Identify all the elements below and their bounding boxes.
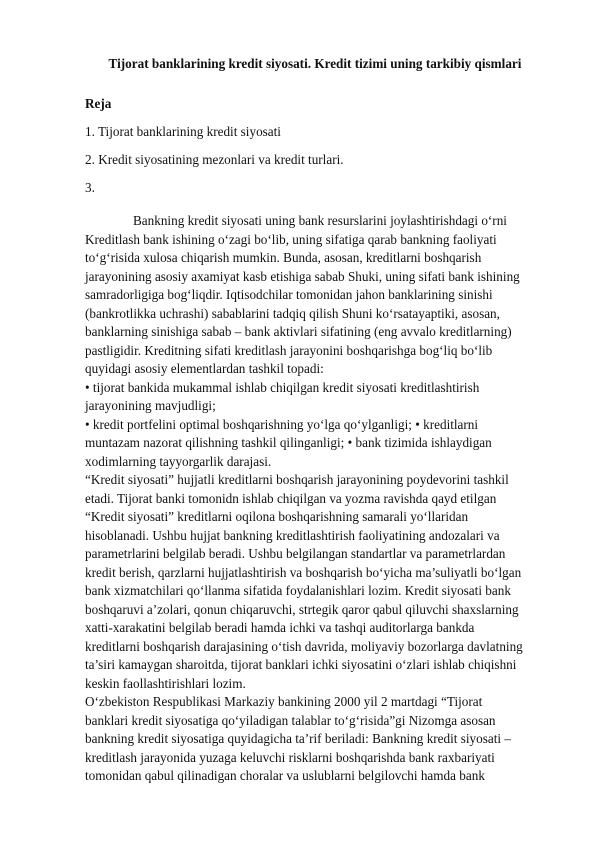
body-line: banklari kredit siyosatiga qo‘yiladigan talablar to‘g‘risida”gi Nizomga asosan [85, 712, 496, 728]
body-line: keskin faollashtirishlari lozim. [85, 675, 246, 691]
body-line: quyidagi asosiy elementlardan tashkil topadi: [85, 361, 324, 376]
body-line: O‘zbekiston Respublikasi Markaziy bankining 2000 yil 2 martdagi “Tijorat [85, 694, 483, 709]
body-line: boshqaruvi a’zolari, qonun chiqaruvchi, strtegik qaror qabul qiluvchi shaxslarning [85, 601, 519, 617]
bullet-line: • kredit portfelini optimal boshqarishning yo‘lga qo‘ylganligi; • kreditlarni [85, 416, 479, 432]
body-line: Bankning kredit siyosati uning bank resurslarini joylashtirishdagi o‘rni [133, 213, 507, 228]
plan-item-2: 2. Kredit siyosatining mezonlari va kredit turlari. [85, 152, 344, 167]
plan-item-3: 3. [85, 180, 95, 195]
bullet-line: • tijorat bankida mukammal ishlab chiqilgan kredit siyosati kreditlashtirish [85, 379, 480, 395]
body-line: hisoblanadi. Ushbu hujjat bankning kreditlashtirish faoliyatining andozalari va [85, 527, 500, 543]
body-line: to‘g‘risida xulosa chiqarish mumkin. Bunda, asosan, kreditlarni boshqarish [85, 250, 482, 265]
body-line: parametrlarini belgilab beradi. Ushbu belgilangan standartlar va parametrlardan [85, 546, 506, 561]
body-line: “Kredit siyosati” kreditlarni oqilona boshqarishning samarali yo‘llaridan [85, 509, 469, 524]
body-line: “Kredit siyosati” hujjatli kreditlarni boshqarish jarayonining poydevorini tashkil [85, 472, 509, 487]
body-line: bank xizmatchilari qo‘llanma sifatida foydalanishlari lozim. Kredit siyosati bank [85, 583, 511, 598]
body-line: xatti-xarakatini belgilab beradi hamda ichki va tashqi auditorlarga bankda [85, 620, 475, 635]
body-line: etadi. Tijorat banki tomonidn ishlab chiqilgan va yozma ravishda qayd etilgan [85, 490, 497, 506]
body-line: ta’siri kamaygan sharoitda, tijorat banklari ichki siyosatini o‘zlari ishlab chiqishni [85, 657, 517, 672]
plan-item-1: 1. Tijorat banklarining kredit siyosati [85, 124, 281, 139]
plan-heading: Reja [85, 96, 112, 111]
body-line: kreditlarni boshqarish darajasining o‘tish davrida, moliyaviy bozorlarga davlatning [85, 638, 523, 654]
body-line: muntazam nazorat qilishning tashkil qilinganligi; • bank tizimida ishlaydigan [85, 435, 492, 450]
body-line: kreditlash jarayonida yuzaga keluvchi risklarni boshqarishda bank raxbariyati [85, 749, 495, 765]
body-line: jarayonining asosiy axamiyat kasb etishiga sabab Shuki, uning sifati bank ishining [85, 268, 520, 284]
body-line: xodimlarning tayyorgarlik darajasi. [85, 453, 272, 469]
body-text [85, 212, 547, 786]
body-line: pastligidir. Kreditning sifati kreditlash jarayonini boshqarishga bog‘liq bo‘lib [85, 342, 493, 358]
document-title: Tijorat banklarining kredit siyosati. Kredit tizimi uning tarkibiy qismlari [108, 56, 522, 71]
body-line: bankning kredit siyosatiga quyidagicha ta’rif beriladi: Bankning kredit siyosati – [85, 731, 511, 746]
body-line: banklarning sinishiga sabab – bank aktivlari sifatining (eng avvalo kreditlarning) [85, 324, 512, 339]
body-line: samradorligiga bog‘liqdir. Iqtisodchilar tomonidan jahon banklarining sinishi [85, 287, 493, 302]
body-line: (bankrotlikka uchrashi) sabablarini tadqiq qilish Shuni ko‘rsatayaptiki, asosan, [85, 305, 500, 321]
body-line: jarayonining mavjudligi; [85, 398, 216, 413]
body-line: kredit berish, qarzlarni hujjatlashtirish va boshqarish bo‘yicha ma’suliyatli bo‘lgan [85, 564, 522, 580]
body-line: Kreditlash bank ishining o‘zagi bo‘lib, uning sifatiga qarab bankning faoliyati [85, 231, 497, 247]
body-line: tomonidan qabul qilinadigan choralar va uslublarni belgilovchi hamda bank [85, 768, 485, 783]
